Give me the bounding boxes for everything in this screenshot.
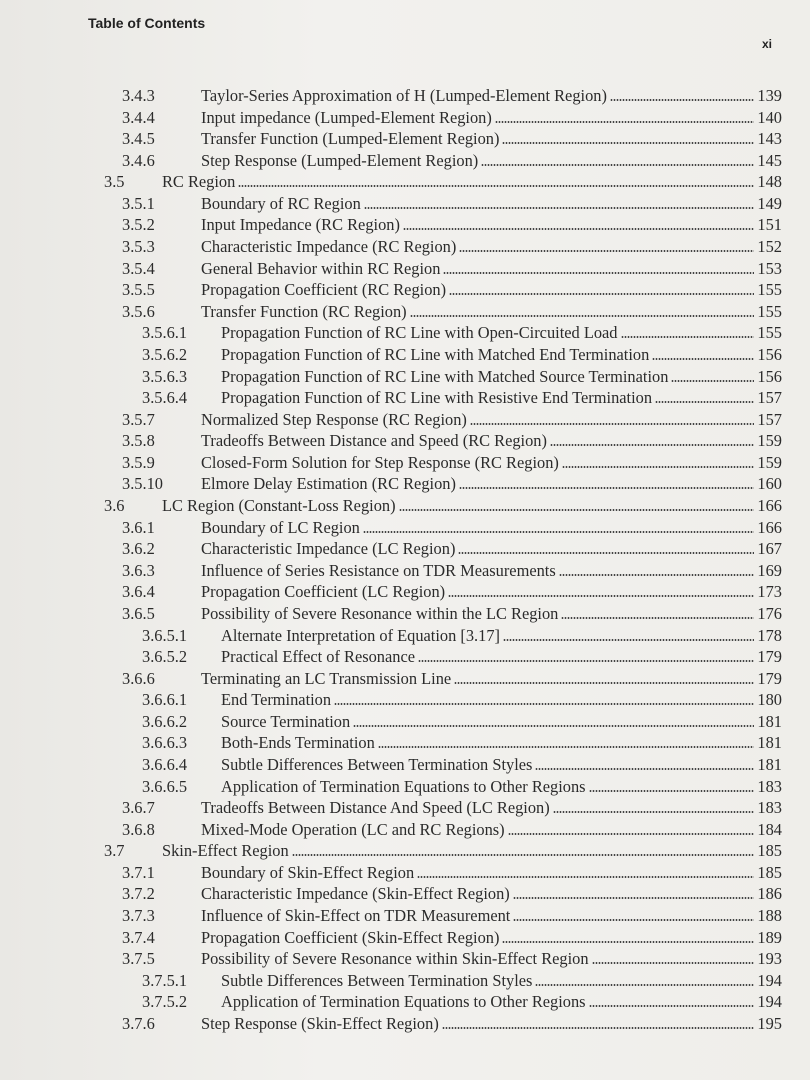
toc-entry — [0, 949, 810, 971]
toc-leader-dots — [470, 423, 754, 425]
toc-section-title: Tradeoffs Between Distance and Speed (RC Region) — [201, 431, 547, 451]
toc-section-number: 3.6.2 — [122, 539, 155, 559]
toc-section-title: Normalized Step Response (RC Region) — [201, 409, 467, 429]
toc-section-number: 3.6.5.2 — [142, 647, 188, 667]
toc-section-number: 3.7.4 — [122, 927, 155, 947]
toc-section-title: Source Termination — [221, 711, 351, 731]
toc-section-title: Propagation Coefficient (Skin-Effect Region) — [201, 927, 500, 947]
toc-section-title: Alternate Interpretation of Equation [3.17] — [221, 625, 500, 645]
toc-section-title: Subtle Differences Between Termination Styles — [221, 754, 533, 774]
toc-entry — [0, 820, 810, 842]
toc-page-number: 169 — [757, 560, 782, 580]
toc-entry — [0, 237, 810, 259]
toc-page-number: 181 — [757, 711, 782, 731]
toc-leader-dots — [589, 1005, 754, 1007]
toc-entry — [0, 1014, 810, 1036]
toc-entry — [0, 604, 810, 626]
toc-page-number: 152 — [757, 237, 782, 257]
toc-page-number: 167 — [757, 539, 782, 559]
toc-section-number: 3.5.2 — [122, 215, 155, 235]
toc-leader-dots — [655, 401, 754, 403]
toc-section-title: Boundary of LC Region — [201, 517, 360, 537]
toc-leader-dots — [502, 941, 754, 943]
toc-entry — [0, 884, 810, 906]
toc-section-number: 3.7 — [104, 841, 125, 861]
toc-leader-dots — [502, 142, 754, 144]
toc-page-number: 181 — [757, 754, 782, 774]
toc-section-title: Terminating an LC Transmission Line — [201, 668, 452, 688]
toc-page-number: 159 — [757, 452, 782, 472]
toc-leader-dots — [443, 272, 754, 274]
toc-leader-dots — [449, 293, 754, 295]
toc-page-number: 181 — [757, 733, 782, 753]
toc-page-number: 186 — [757, 884, 782, 904]
toc-section-number: 3.6.3 — [122, 560, 155, 580]
toc-entry — [0, 928, 810, 950]
toc-page-number: 139 — [757, 86, 782, 105]
toc-leader-dots — [561, 617, 754, 619]
toc-leader-dots — [495, 121, 754, 123]
toc-section-number: 3.7.2 — [122, 884, 155, 904]
toc-section-number: 3.6.6.5 — [142, 776, 188, 796]
toc-section-title: Characteristic Impedance (LC Region) — [201, 539, 456, 559]
toc-section-number: 3.6.7 — [122, 798, 155, 818]
toc-section-title: Input impedance (Lumped-Element Region) — [201, 107, 492, 127]
toc-section-title: Propagation Coefficient (RC Region) — [201, 280, 447, 300]
toc-leader-dots — [652, 358, 754, 360]
toc-entry — [0, 733, 810, 755]
toc-section-title: Possibility of Severe Resonance within Skin-Effect Region — [201, 949, 589, 969]
toc-entry — [0, 712, 810, 734]
toc-entry — [0, 582, 810, 604]
toc-section-title: Characteristic Impedance (RC Region) — [201, 237, 457, 257]
toc-section-title: LC Region (Constant-Loss Region) — [162, 496, 396, 516]
toc-section-title: Propagation Function of RC Line with Open-Circuited Load — [221, 323, 618, 343]
toc-section-number: 3.6.6.2 — [142, 711, 188, 731]
toc-page-number: 155 — [757, 323, 782, 343]
toc-section-title: Taylor-Series Approximation of H (Lumped-Element Region) — [201, 86, 607, 105]
toc-section-number: 3.5.6.4 — [142, 388, 188, 408]
toc-page-number: 157 — [757, 388, 782, 408]
toc-section-number: 3.5.1 — [122, 193, 155, 213]
toc-entry — [0, 971, 810, 993]
toc-section-number: 3.6.4 — [122, 582, 155, 602]
toc-section-number: 3.6.8 — [122, 819, 155, 839]
toc-page-number: 183 — [757, 776, 782, 796]
toc-section-number: 3.5.5 — [122, 280, 155, 300]
toc-leader-dots — [378, 746, 754, 748]
toc-section-title: Application of Termination Equations to Other Regions — [221, 992, 586, 1012]
toc-section-title: Propagation Function of RC Line with Resistive End Termination — [221, 388, 653, 408]
toc-page-number: 183 — [757, 798, 782, 818]
toc-section-title: Transfer Function (RC Region) — [201, 301, 407, 321]
toc-entry — [0, 863, 810, 885]
toc-section-number: 3.7.6 — [122, 1013, 155, 1033]
toc-entry — [0, 690, 810, 712]
toc-section-number: 3.6.6.1 — [142, 690, 188, 710]
toc-entry — [0, 539, 810, 561]
toc-entry — [0, 215, 810, 237]
toc-page-number: 145 — [757, 150, 782, 170]
toc-section-title: Influence of Series Resistance on TDR Measurements — [201, 560, 556, 580]
toc-leader-dots — [481, 164, 754, 166]
toc-entry — [0, 518, 810, 540]
toc-leader-dots — [410, 315, 754, 317]
toc-section-title: Boundary of Skin-Effect Region — [201, 862, 415, 882]
toc-section-number: 3.7.5.1 — [142, 970, 188, 990]
toc-section-title: Propagation Function of RC Line with Matched End Termination — [221, 344, 650, 364]
toc-page-number: 143 — [757, 129, 782, 149]
toc-section-number: 3.5.3 — [122, 237, 155, 257]
toc-leader-dots — [508, 833, 754, 835]
toc-page-number: 176 — [757, 603, 782, 623]
toc-leader-dots — [592, 962, 754, 964]
toc-entry — [0, 496, 810, 518]
toc-entry — [0, 561, 810, 583]
toc-page-number: 179 — [757, 668, 782, 688]
toc-section-number: 3.5.6.2 — [142, 344, 188, 364]
toc-section-number: 3.5.9 — [122, 452, 155, 472]
toc-entry — [0, 172, 810, 194]
toc-page-number: 166 — [757, 496, 782, 516]
toc-entry — [0, 755, 810, 777]
toc-leader-dots — [403, 228, 754, 230]
toc-entry — [0, 474, 810, 496]
toc-leader-dots — [454, 682, 754, 684]
toc-page-number: 149 — [757, 193, 782, 213]
toc-entry — [0, 388, 810, 410]
toc-section-number: 3.4.4 — [122, 107, 155, 127]
toc-page-number: 185 — [757, 862, 782, 882]
toc-section-title: Application of Termination Equations to Other Regions — [221, 776, 586, 796]
toc-page-number: 180 — [757, 690, 782, 710]
toc-section-number: 3.6.5.1 — [142, 625, 188, 645]
toc-section-title: Elmore Delay Estimation (RC Region) — [201, 474, 456, 494]
toc-section-number: 3.6.1 — [122, 517, 155, 537]
toc-entry — [0, 453, 810, 475]
toc-leader-dots — [610, 99, 754, 101]
toc-section-number: 3.6.6.4 — [142, 754, 188, 774]
toc-leader-dots — [417, 876, 754, 878]
toc-page-number: 173 — [757, 582, 782, 602]
toc-leader-dots — [238, 185, 754, 187]
toc-leader-dots — [513, 919, 754, 921]
toc-page-number: 148 — [757, 172, 782, 192]
toc-section-title: Practical Effect of Resonance — [221, 647, 416, 667]
toc-section-number: 3.5.6.1 — [142, 323, 188, 343]
toc-leader-dots — [589, 790, 754, 792]
toc-section-title: Transfer Function (Lumped-Element Region) — [201, 129, 500, 149]
toc-page-number: 184 — [757, 819, 782, 839]
toc-leader-dots — [334, 703, 754, 705]
toc-page-number: 194 — [757, 992, 782, 1012]
toc-leader-dots — [292, 854, 754, 856]
toc-leader-dots — [399, 509, 754, 511]
toc-section-number: 3.5 — [104, 172, 125, 192]
toc-section-number: 3.5.10 — [122, 474, 163, 494]
toc-page-number: 156 — [757, 366, 782, 386]
toc-entry — [0, 431, 810, 453]
toc-section-title: Tradeoffs Between Distance And Speed (LC Region) — [201, 798, 550, 818]
toc-entry — [0, 86, 810, 108]
toc-section-number: 3.5.7 — [122, 409, 155, 429]
toc-leader-dots — [621, 336, 754, 338]
toc-section-title: Boundary of RC Region — [201, 193, 361, 213]
toc-page-number: 178 — [757, 625, 782, 645]
toc-section-title: RC Region — [162, 172, 236, 192]
toc-entry — [0, 410, 810, 432]
toc-section-number: 3.6.5 — [122, 603, 155, 623]
toc-section-title: Step Response (Lumped-Element Region) — [201, 150, 479, 170]
page-number: xi — [762, 37, 773, 51]
toc-section-number: 3.6.6 — [122, 668, 155, 688]
toc-section-number: 3.5.8 — [122, 431, 155, 451]
toc-page-number: 188 — [757, 906, 782, 926]
toc-leader-dots — [364, 207, 754, 209]
toc-section-number: 3.7.5 — [122, 949, 155, 969]
toc-section-number: 3.5.4 — [122, 258, 155, 278]
toc-leader-dots — [459, 487, 754, 489]
toc-section-title: Step Response (Skin-Effect Region) — [201, 1013, 439, 1033]
toc-entry — [0, 626, 810, 648]
toc-page-number: 155 — [757, 301, 782, 321]
toc-page-number: 151 — [757, 215, 782, 235]
toc-section-title: General Behavior within RC Region — [201, 258, 441, 278]
toc-page-number: 189 — [757, 927, 782, 947]
toc-section-number: 3.5.6 — [122, 301, 155, 321]
toc-page-number: 159 — [757, 431, 782, 451]
toc-section-title: Skin-Effect Region — [162, 841, 289, 861]
toc-section-title: End Termination — [221, 690, 332, 710]
toc-entry — [0, 647, 810, 669]
toc-entry — [0, 367, 810, 389]
toc-section-title: Propagation Coefficient (LC Region) — [201, 582, 446, 602]
toc-page-number: 153 — [757, 258, 782, 278]
toc-page-number: 194 — [757, 970, 782, 990]
toc-section-number: 3.4.3 — [122, 86, 155, 105]
toc-section-title: Influence of Skin-Effect on TDR Measurement — [201, 906, 511, 926]
toc-leader-dots — [513, 897, 754, 899]
toc-leader-dots — [535, 984, 754, 986]
toc-leader-dots — [363, 531, 754, 533]
toc-leader-dots — [418, 660, 754, 662]
toc-entry — [0, 108, 810, 130]
toc-page-number: 140 — [757, 107, 782, 127]
toc-entry — [0, 992, 810, 1014]
toc-leader-dots — [671, 380, 754, 382]
toc-leader-dots — [458, 552, 754, 554]
toc-entry — [0, 345, 810, 367]
toc-entry — [0, 669, 810, 691]
toc-section-number: 3.5.6.3 — [142, 366, 188, 386]
toc-section-title: Characteristic Impedance (Skin-Effect Region) — [201, 884, 510, 904]
toc-entry — [0, 798, 810, 820]
toc-page-number: 193 — [757, 949, 782, 969]
toc-entry — [0, 777, 810, 799]
toc-leader-dots — [553, 811, 754, 813]
toc-entry — [0, 151, 810, 173]
toc-section-number: 3.7.1 — [122, 862, 155, 882]
toc-page-number: 179 — [757, 647, 782, 667]
toc-page-number: 156 — [757, 344, 782, 364]
toc-entry — [0, 280, 810, 302]
toc-page-number: 185 — [757, 841, 782, 861]
toc-leader-dots — [459, 250, 754, 252]
toc-leader-dots — [559, 574, 754, 576]
toc-page-number: 157 — [757, 409, 782, 429]
toc-leader-dots — [448, 595, 754, 597]
toc-leader-dots — [503, 639, 754, 641]
toc-section-number: 3.4.5 — [122, 129, 155, 149]
toc-entry — [0, 129, 810, 151]
toc-leader-dots — [535, 768, 754, 770]
toc-entry — [0, 302, 810, 324]
toc-leader-dots — [353, 725, 754, 727]
toc-leader-dots — [562, 466, 754, 468]
toc-section-number: 3.7.5.2 — [142, 992, 188, 1012]
toc-section-number: 3.6.6.3 — [142, 733, 188, 753]
toc-page-number: 166 — [757, 517, 782, 537]
toc-section-number: 3.6 — [104, 496, 125, 516]
toc-section-title: Input Impedance (RC Region) — [201, 215, 400, 235]
toc-entry — [0, 259, 810, 281]
toc-section-title: Subtle Differences Between Termination Styles — [221, 970, 533, 990]
toc-leader-dots — [442, 1027, 754, 1029]
toc-entry — [0, 194, 810, 216]
toc-entry — [0, 841, 810, 863]
toc-section-title: Closed-Form Solution for Step Response (RC Region) — [201, 452, 559, 472]
toc-page-number: 195 — [757, 1013, 782, 1033]
toc-section-title: Both-Ends Termination — [221, 733, 375, 753]
toc-page-number: 155 — [757, 280, 782, 300]
header-title: Table of Contents — [88, 15, 206, 31]
toc-section-number: 3.4.6 — [122, 150, 155, 170]
toc-section-number: 3.7.3 — [122, 906, 155, 926]
toc-section-title: Possibility of Severe Resonance within the LC Region — [201, 603, 559, 623]
toc-leader-dots — [550, 444, 754, 446]
toc-section-title: Mixed-Mode Operation (LC and RC Regions) — [201, 819, 505, 839]
toc-page-number: 160 — [757, 474, 782, 494]
toc-section-title: Propagation Function of RC Line with Matched Source Termination — [221, 366, 669, 386]
toc-entry — [0, 906, 810, 928]
toc-entry — [0, 323, 810, 345]
